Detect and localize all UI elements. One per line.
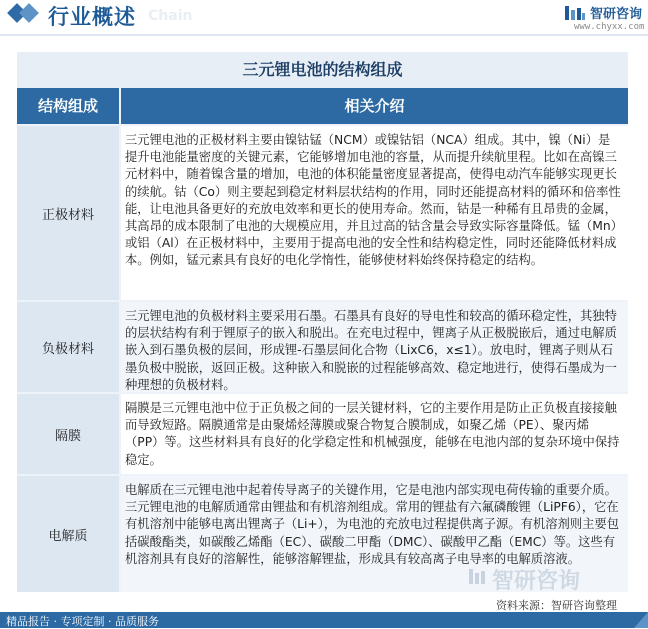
table-row (17, 302, 628, 392)
column-header-description: 相关介绍 (121, 88, 628, 124)
page-footer (0, 612, 648, 628)
table-row (17, 394, 628, 474)
table-row (17, 126, 628, 300)
header-divider (0, 34, 648, 36)
column-header-component: 结构组成 (17, 88, 119, 124)
row-label-separator: 隔膜 (17, 394, 119, 474)
table-header-row (17, 88, 628, 124)
watermark-logo-icon (468, 566, 488, 586)
diamond-icon (19, 3, 39, 23)
brand-name: 智研咨询 (590, 7, 643, 22)
row-description-electrolyte: 电解质在三元锂电池中起着传导离子的关键作用，它是电池内部实现电荷传输的重要介质。三元锂电池的电解质通常由锂盐和有机溶剂组成。常用的锂盐有六氟磷酸锂（LiPF6），它在有机溶剂中能够电离出锂离子（Li+），为电池的充放电过程提供离子源。有机溶剂则主要包括碳酸酯类，如碳酸乙烯酯（EC）、碳酸二甲酯（DMC）、碳酸甲乙酯（EMC）等。这些有机溶剂具有良好的溶解性，能够溶解锂盐，形成具有较高离子电导率的电解质溶液。 (121, 476, 628, 592)
table-caption: 三元锂电池的结构组成 (17, 52, 628, 88)
section-title: 行业概述 (48, 5, 136, 29)
row-label-cathode: 正极材料 (17, 126, 119, 300)
row-label-anode: 负极材料 (17, 302, 119, 392)
row-description-separator: 隔膜是三元锂电池中位于正负极之间的一层关键材料，它的主要作用是防止正负极直接接触而导致短路。隔膜通常是由聚烯烃薄膜或聚合物复合膜制成，如聚乙烯（PE）、聚丙烯（PP）等。这些材料具有良好的化学稳定性和机械强度，能够在电池内部的复杂环境中保持稳定。 (121, 394, 628, 474)
source-note: 资料来源：智研咨询整理 (496, 599, 617, 612)
zhiyan-logo-icon (564, 4, 586, 22)
row-description-anode: 三元锂电池的负极材料主要采用石墨。石墨具有良好的导电性和较高的循环稳定性，其独特的层状结构有利于锂原子的嵌入和脱出。在充电过程中，锂离子从正极脱嵌后，通过电解质嵌入到石墨负极的层间，形成锂-石墨层间化合物（LixC6，x≤1）。放电时，锂离子则从石墨负极中脱嵌，返回正极。这种嵌入和脱嵌的过程能够高效、稳定地进行，使得石墨成为一种理想的负极材料。 (121, 302, 628, 392)
brand-url[interactable]: www.chyxx.com (574, 22, 645, 32)
row-label-electrolyte: 电解质 (17, 476, 119, 592)
footer-slogan: 精品报告 · 专项定制 · 品质服务 (6, 615, 159, 628)
footer-corner-decoration (634, 612, 648, 628)
watermark: 智研咨询 (492, 569, 581, 594)
section-title-ghost: Chain (148, 8, 193, 24)
page-header (0, 0, 648, 36)
structure-table (17, 52, 628, 592)
row-description-cathode: 三元锂电池的正极材料主要由镍钴锰（NCM）或镍钴铝（NCA）组成。其中，镍（Ni）是提升电池能量密度的关键元素，它能够增加电池的容量，从而提升续航里程。比如在高镍三元材料中，随着镍含量的增加，电池的体积能量密度显著提高，使得电动汽车能够实现更长的续航。钴（Co）则主要起到稳定材料层状结构的作用，同时还能提高材料的循环和倍率性能，让电池具备更好的充放电效率和更长的使用寿命。然而，钴是一种稀有且昂贵的金属，其高昂的成本限制了电池的大规模应用，并且过高的钴含量会导致实际容量降低。锰（Mn）或铝（Al）在正极材料中，主要用于提高电池的安全性和结构稳定性，同时还能降低材料成本。例如，锰元素具有良好的电化学惰性，能够使材料始终保持稳定的结构。 (121, 126, 628, 300)
